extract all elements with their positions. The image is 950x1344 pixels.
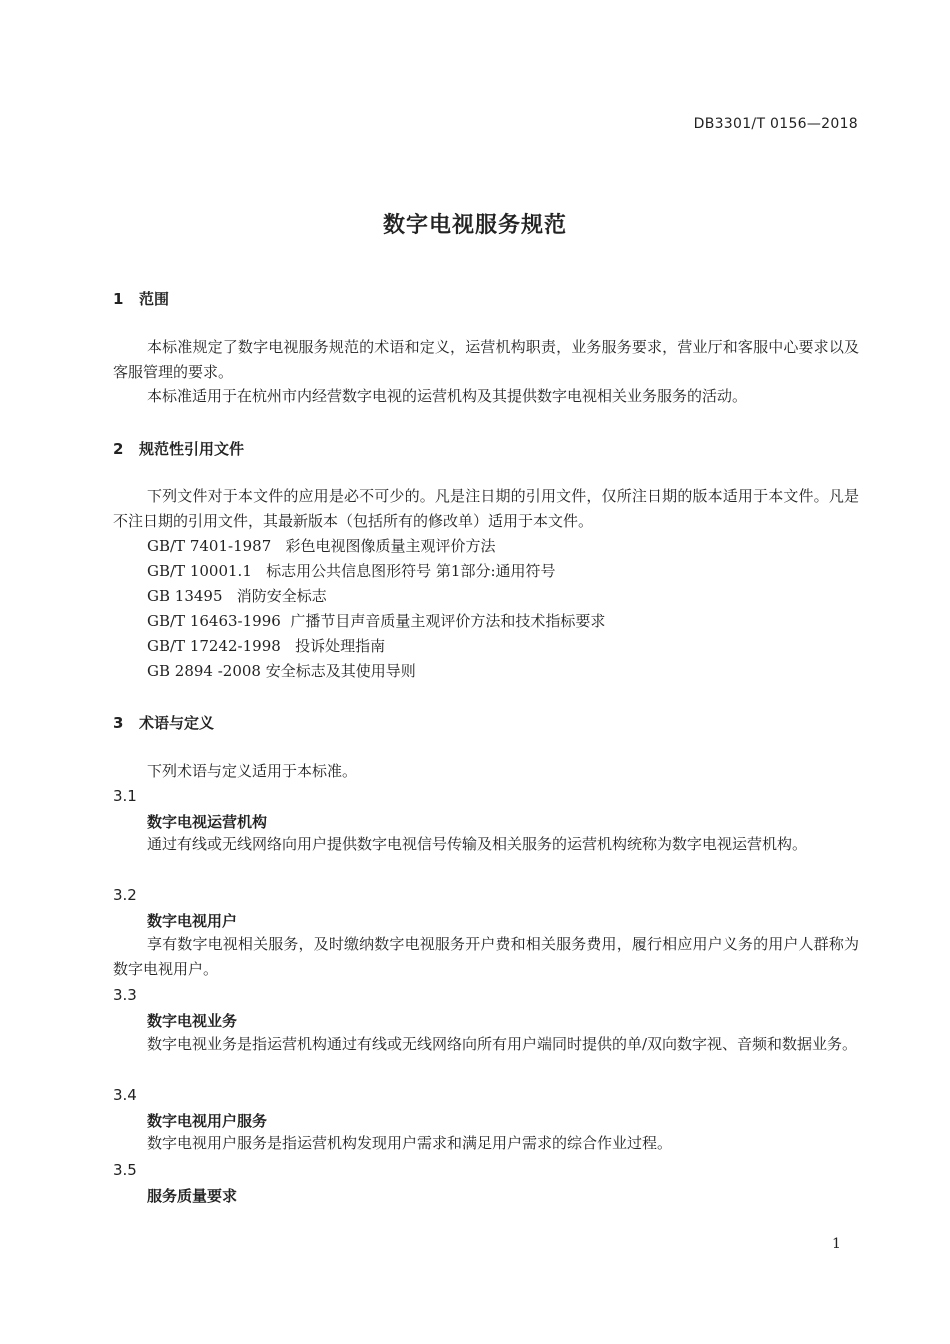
term-definition: 数字电视业务是指运营机构通过有线或无线网络向所有用户端同时提供的单/双向数字视、音频和数据业务。 xyxy=(147,1035,858,1053)
reference-item: GB/T 7401-1987 彩色电视图像质量主观评价方法 xyxy=(147,537,496,555)
term-number: 3.5 xyxy=(113,1161,137,1179)
section-title: 术语与定义 xyxy=(139,714,215,732)
page-number: 1 xyxy=(832,1236,841,1252)
standard-code: DB3301/T 0156—2018 xyxy=(693,116,858,132)
term-definition: 数字电视用户服务是指运营机构发现用户需求和满足用户需求的综合作业过程。 xyxy=(147,1134,673,1152)
section-number: 2 xyxy=(113,440,124,458)
section-number: 1 xyxy=(113,290,124,308)
term-definition: 通过有线或无线网络向用户提供数字电视信号传输及相关服务的运营机构统称为数字电视运营机构。 xyxy=(147,835,808,853)
reference-item: GB/T 17242-1998 投诉处理指南 xyxy=(147,637,386,655)
section-title: 规范性引用文件 xyxy=(139,440,245,458)
term-name: 服务质量要求 xyxy=(147,1187,238,1205)
section-number: 3 xyxy=(113,714,124,732)
section-title: 范围 xyxy=(139,290,170,308)
term-number: 3.1 xyxy=(113,787,137,805)
term-number: 3.2 xyxy=(113,886,137,904)
term-number: 3.3 xyxy=(113,986,137,1004)
section-3-heading xyxy=(113,712,214,733)
term-definition: 享有数字电视相关服务，及时缴纳数字电视服务开户费和相关服务费用，履行相应用户义务的用户人群称为数字电视用户。 xyxy=(113,935,859,978)
reference-item: GB 13495 消防安全标志 xyxy=(147,587,327,605)
document-title: 数字电视服务规范 xyxy=(382,213,567,238)
section-2-heading xyxy=(113,438,244,459)
term-name: 数字电视用户服务 xyxy=(147,1112,268,1130)
section-3-intro: 下列术语与定义适用于本标准。 xyxy=(147,762,358,780)
section-1-paragraph-2: 本标准适用于在杭州市内经营数字电视的运营机构及其提供数字电视相关业务服务的活动。 xyxy=(147,387,748,405)
reference-item: GB/T 16463-1996 广播节目声音质量主观评价方法和技术指标要求 xyxy=(147,612,606,630)
section-1-heading xyxy=(113,288,169,309)
term-name: 数字电视用户 xyxy=(147,912,238,930)
term-name: 数字电视运营机构 xyxy=(147,813,268,831)
reference-item: GB 2894 -2008 安全标志及其使用导则 xyxy=(147,662,416,680)
reference-item: GB/T 10001.1 标志用公共信息图形符号 第1部分:通用符号 xyxy=(147,562,556,580)
section-1-paragraph-1: 本标准规定了数字电视服务规范的术语和定义，运营机构职责，业务服务要求，营业厅和客服中心要求以及客服管理的要求。 xyxy=(113,338,859,381)
section-2-paragraph-1: 下列文件对于本文件的应用是必不可少的。凡是注日期的引用文件，仅所注日期的版本适用于本文件。凡是不注日期的引用文件，其最新版本（包括所有的修改单）适用于本文件。 xyxy=(113,487,859,530)
term-name: 数字电视业务 xyxy=(147,1012,238,1030)
term-number: 3.4 xyxy=(113,1086,137,1104)
